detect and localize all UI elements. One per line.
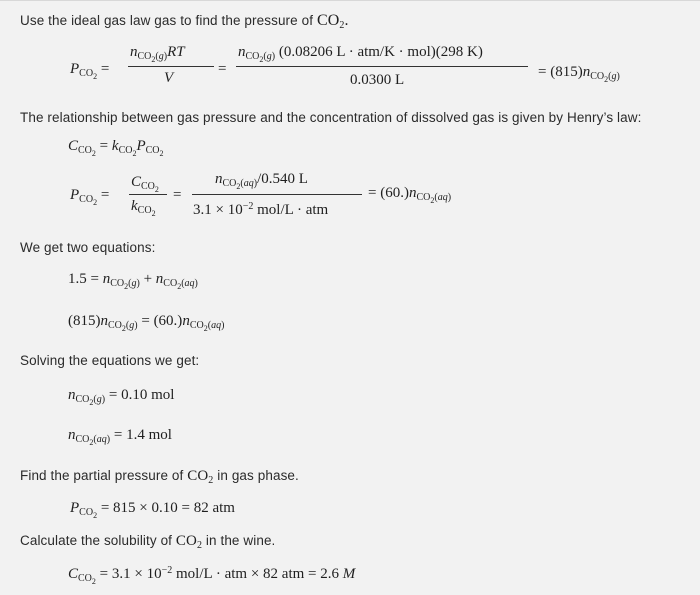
henry-frac1-den: $k_{CO_2}$ bbox=[131, 198, 156, 218]
two-eq-label: We get two equations: bbox=[20, 240, 156, 255]
equals-1: = bbox=[218, 61, 227, 77]
partial-label: Find the partial pressure of $CO_2$ in gas phase. bbox=[20, 468, 299, 486]
fraction-bar-4 bbox=[192, 194, 362, 195]
henry-intro: The relationship between gas pressure and the concentration of dissolved gas is given by Henry’s law: bbox=[20, 110, 642, 125]
solving-label: Solving the equations we get: bbox=[20, 353, 200, 368]
fraction-bar-3 bbox=[129, 194, 167, 195]
ideal-gas-den2: 0.0300 L bbox=[350, 72, 405, 88]
top-border bbox=[0, 0, 700, 1]
partial-calc: $P_{CO_2} = 815 \times 0.10 = 82$ atm bbox=[70, 500, 235, 520]
co2-formula-2: $CO_2$ bbox=[187, 468, 214, 486]
ideal-gas-result: = $(815)n_{CO_2(g)}$ bbox=[538, 64, 620, 84]
p-co2-label-2: $P_{CO_2}$ = bbox=[70, 187, 110, 207]
ideal-gas-num1: $n_{CO_2(g)}RT$ bbox=[130, 44, 185, 64]
solution-gas: $n_{CO_2(g)} = 0.10$ mol bbox=[68, 387, 175, 407]
henry-frac2-num: $n_{CO_2(aq)}/0.540$ L bbox=[215, 171, 308, 191]
ideal-gas-den1: V bbox=[164, 70, 174, 86]
intro-text bbox=[20, 12, 349, 30]
p-co2-label: $P_{CO_2}$ = bbox=[70, 61, 110, 81]
fraction-bar-2 bbox=[236, 66, 528, 67]
intro-label: Use the ideal gas law gas to find the pressure of bbox=[20, 13, 314, 28]
ideal-gas-num2: $n_{CO_2(g)}$ (0.08206 L · atm/K · mol)(298 K) bbox=[238, 44, 483, 64]
henry-law-eq: $C_{CO_2} = k_{CO_2}P_{CO_2}$ bbox=[68, 138, 164, 158]
equation-2: $(815)n_{CO_2(g)} = (60.)n_{CO_2(aq)}$ bbox=[68, 313, 225, 333]
co2-formula-3: $CO_2$ bbox=[175, 533, 203, 551]
solubility-label: Calculate the solubility of $CO_2$ in the wine. bbox=[20, 533, 276, 551]
henry-frac2-den: $3.1 \times 10^{-2}$ mol/L · atm bbox=[193, 201, 329, 218]
henry-result: = $(60.)n_{CO_2(aq)}$ bbox=[368, 185, 452, 205]
equals-2: = bbox=[173, 187, 182, 203]
solution-aq: $n_{CO_2(aq)} = 1.4$ mol bbox=[68, 427, 172, 447]
co2-formula: $CO_2$. bbox=[316, 12, 349, 31]
fraction-bar-1 bbox=[128, 66, 214, 67]
solubility-calc: $C_{CO_2} = 3.1 \times 10^{-2}$ mol/L · atm × 82 atm = 2.6 M bbox=[68, 565, 356, 586]
henry-frac1-num: $C_{CO_2}$ bbox=[131, 174, 159, 194]
equation-1: $1.5 = n_{CO_2(g)} + n_{CO_2(aq)}$ bbox=[68, 271, 198, 291]
